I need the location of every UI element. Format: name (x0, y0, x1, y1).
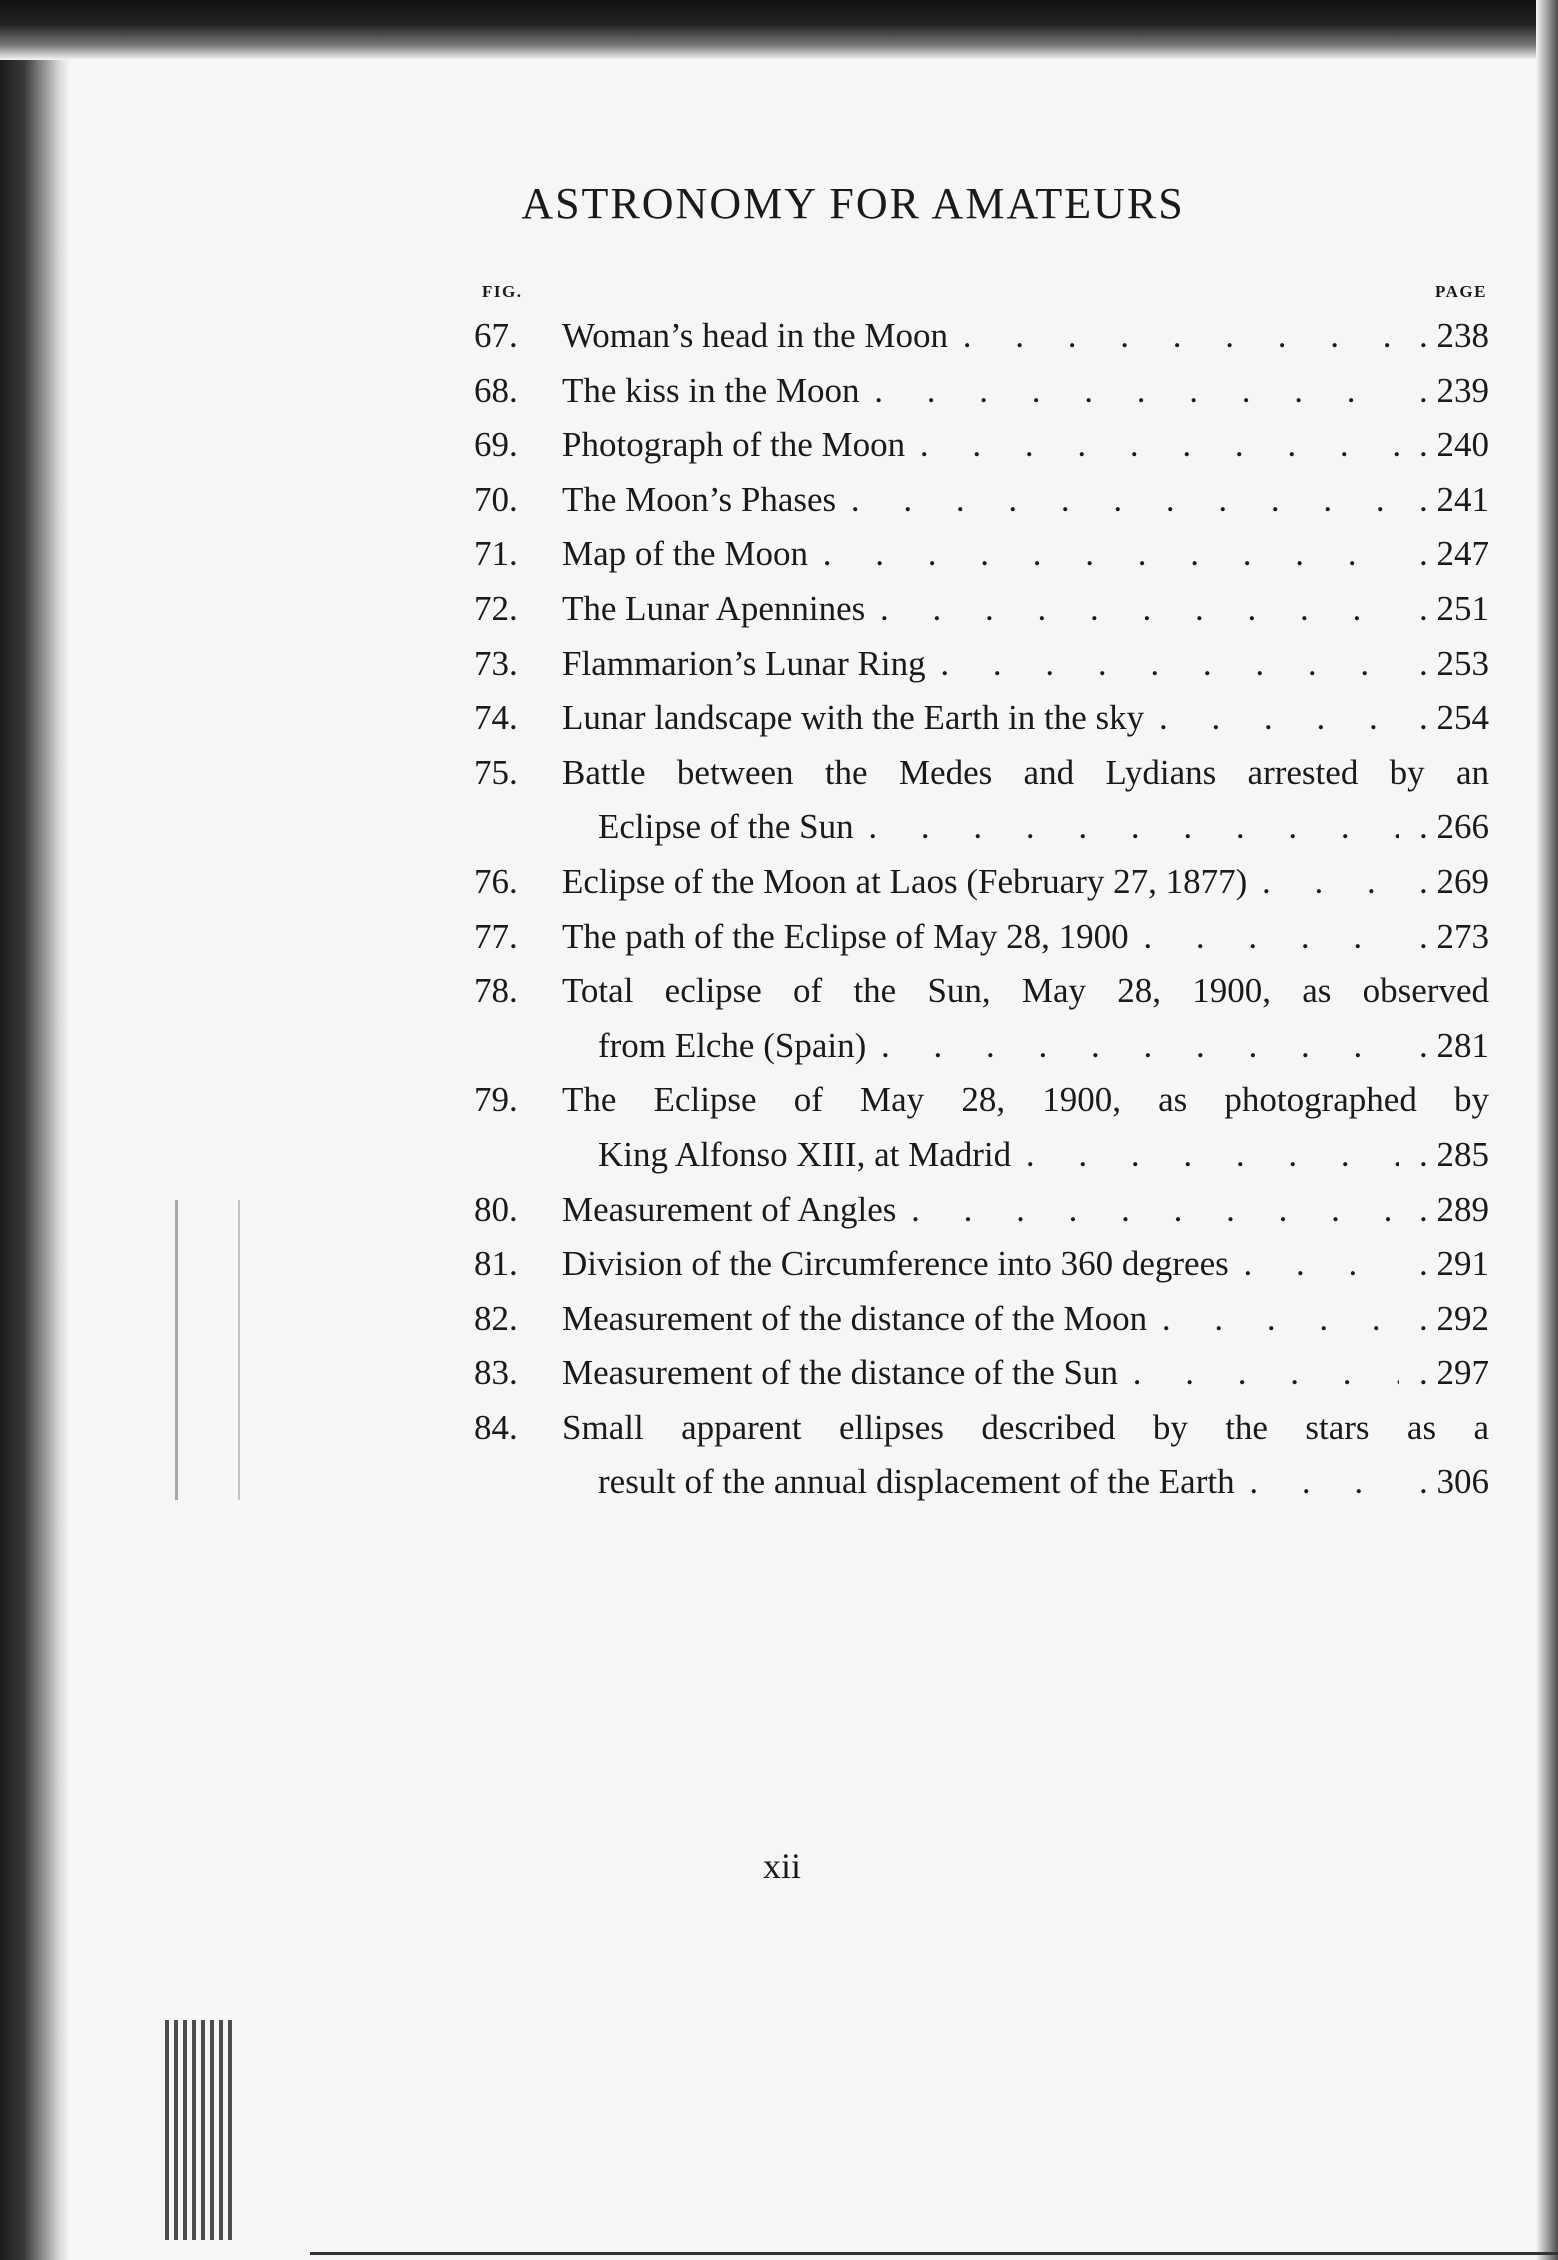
illustration-entry (474, 1346, 1489, 1401)
caption-text-content: from Elche (Spain) (598, 1026, 872, 1065)
page-reference: . 289 (1399, 1183, 1489, 1238)
illustration-entry (474, 637, 1489, 692)
illustration-entry (474, 527, 1489, 582)
running-header (0, 178, 1558, 229)
caption-text (598, 1455, 1399, 1510)
caption-text-content: Measurement of Angles (562, 1190, 902, 1229)
figure-number: 78. (474, 971, 518, 1011)
entry-line (474, 582, 1489, 637)
illustration-entry (474, 364, 1489, 419)
illustration-entry (474, 746, 1489, 855)
page-reference: . 241 (1399, 473, 1489, 528)
figure-number: 68. (474, 370, 518, 410)
caption-text-content: Eclipse of the Moon at Laos (February 27, 1877) (562, 862, 1253, 901)
caption-text (562, 309, 1399, 364)
caption-text (562, 691, 1399, 746)
entry-line (474, 1237, 1489, 1292)
entry-line (474, 691, 1489, 746)
entry-line (474, 1401, 1489, 1456)
figure-number: 81. (474, 1244, 518, 1284)
figure-number: 67. (474, 316, 518, 355)
caption-text (562, 582, 1399, 637)
figure-number: 71. (474, 534, 518, 574)
caption-text-content: Total eclipse of the Sun, May 28, 1900, as observed (562, 971, 1489, 1011)
page-reference: . 247 (1399, 527, 1489, 582)
figure-number: 75. (474, 752, 518, 792)
figure-number: 73. (474, 643, 518, 683)
entry-line (474, 855, 1489, 910)
entry-line (474, 800, 1489, 855)
illustration-entry (474, 1292, 1489, 1347)
right-edge-shadow (1536, 0, 1558, 2260)
caption-text-content: The kiss in the Moon (562, 371, 865, 410)
illustration-entry (474, 309, 1489, 364)
caption-text-content: The Lunar Apennines (562, 589, 871, 628)
page-reference: . 281 (1399, 1019, 1489, 1074)
illustration-entry (474, 1237, 1489, 1292)
caption-text-content: The Moon’s Phases (562, 480, 842, 519)
entry-line (474, 1292, 1489, 1347)
caption-text (562, 964, 1489, 1019)
caption-text-content: Battle between the Medes and Lydians arrested by an (562, 752, 1489, 792)
column-headings (482, 282, 1487, 306)
entry-line (474, 1455, 1489, 1510)
figure-number: 82. (474, 1298, 518, 1338)
entry-line (474, 746, 1489, 801)
illustration-entry (474, 582, 1489, 637)
caption-text (562, 1073, 1489, 1128)
page-reference: . 266 (1399, 800, 1489, 855)
figure-number: 84. (474, 1407, 518, 1447)
page-reference: . 253 (1399, 637, 1489, 692)
caption-text-content: Map of the Moon (562, 534, 814, 573)
caption-text (562, 746, 1489, 801)
entry-line (474, 1128, 1489, 1183)
caption-text (562, 364, 1399, 419)
caption-text (562, 473, 1399, 528)
top-edge-shadow (0, 0, 1558, 60)
entry-line (474, 527, 1489, 582)
caption-text-content: Photograph of the Moon (562, 425, 911, 464)
entry-line (474, 1019, 1489, 1074)
page-reference: . 285 (1399, 1128, 1489, 1183)
caption-text (598, 800, 1399, 855)
figure-number: 69. (474, 425, 518, 465)
entry-line (474, 1346, 1489, 1401)
caption-text (562, 1292, 1399, 1347)
page-reference: . 239 (1399, 364, 1489, 419)
caption-text-content: Flammarion’s Lunar Ring (562, 644, 932, 683)
illustration-entry (474, 418, 1489, 473)
book-binding-shadow (0, 0, 70, 2260)
illustration-entry (474, 1401, 1489, 1510)
page-reference: . 297 (1399, 1346, 1489, 1401)
caption-text-content: Measurement of the distance of the Sun (562, 1353, 1124, 1392)
page-number: xii (762, 1846, 801, 1886)
figure-number: 83. (474, 1353, 518, 1393)
page-reference: . 238 (1399, 309, 1489, 364)
caption-text (562, 1346, 1399, 1401)
caption-text (562, 1401, 1489, 1456)
caption-text-content: Woman’s head in the Moon (562, 316, 954, 355)
entry-line (474, 1183, 1489, 1238)
entry-line (474, 637, 1489, 692)
page-reference: . 291 (1399, 1237, 1489, 1292)
entry-line (474, 418, 1489, 473)
running-title: ASTRONOMY FOR AMATEURS (521, 179, 1185, 228)
illustration-entry (474, 473, 1489, 528)
fig-column-label: FIG. (482, 282, 523, 301)
figure-number: 80. (474, 1189, 518, 1229)
caption-text-content: King Alfonso XIII, at Madrid (598, 1135, 1017, 1174)
illustration-entry (474, 691, 1489, 746)
caption-text-content: Lunar landscape with the Earth in the sky (562, 698, 1150, 737)
page-reference: . 273 (1399, 910, 1489, 965)
caption-text (598, 1019, 1399, 1074)
page-reference: . 269 (1399, 855, 1489, 910)
caption-text (562, 1183, 1399, 1238)
figure-number: 77. (474, 916, 518, 956)
bottom-edge-rule (310, 2252, 1558, 2255)
caption-text-content: Measurement of the distance of the Moon (562, 1299, 1153, 1338)
caption-text (562, 637, 1399, 692)
page-reference: . 292 (1399, 1292, 1489, 1347)
caption-text (562, 910, 1399, 965)
figure-number: 76. (474, 861, 518, 901)
entry-line (474, 309, 1489, 364)
caption-text-content: Small apparent ellipses described by the stars as a (562, 1407, 1489, 1447)
caption-text-content: result of the annual displacement of the Earth (598, 1462, 1241, 1501)
figure-number: 79. (474, 1080, 518, 1120)
caption-text-content: The Eclipse of May 28, 1900, as photographed by (562, 1080, 1489, 1120)
figure-number: 70. (474, 479, 518, 519)
caption-text (598, 1128, 1399, 1183)
caption-text-content: Eclipse of the Sun (598, 807, 860, 846)
illustration-entry (474, 1183, 1489, 1238)
caption-text-content: Division of the Circumference into 360 degrees (562, 1244, 1235, 1283)
caption-text (562, 1237, 1399, 1292)
illustration-entry (474, 1073, 1489, 1182)
entry-line (474, 473, 1489, 528)
page-reference: . 254 (1399, 691, 1489, 746)
entry-line (474, 910, 1489, 965)
illustration-entry (474, 855, 1489, 910)
page-column-label: PAGE (1435, 282, 1487, 301)
entry-line (474, 364, 1489, 419)
figure-number: 72. (474, 588, 518, 628)
caption-text (562, 855, 1399, 910)
caption-text (562, 527, 1399, 582)
illustration-entry (474, 964, 1489, 1073)
caption-text (562, 418, 1399, 473)
caption-text-content: The path of the Eclipse of May 28, 1900 (562, 917, 1135, 956)
list-of-illustrations (474, 309, 1489, 1510)
page-reference: . 306 (1399, 1455, 1489, 1510)
scan-artifact-lines-lower (165, 2020, 235, 2240)
illustration-entry (474, 910, 1489, 965)
page-reference: . 240 (1399, 418, 1489, 473)
entry-line (474, 964, 1489, 1019)
scan-artifact-lines (175, 1200, 240, 1500)
page-reference: . 251 (1399, 582, 1489, 637)
page-footer (0, 1845, 1558, 1887)
entry-line (474, 1073, 1489, 1128)
figure-number: 74. (474, 698, 518, 738)
